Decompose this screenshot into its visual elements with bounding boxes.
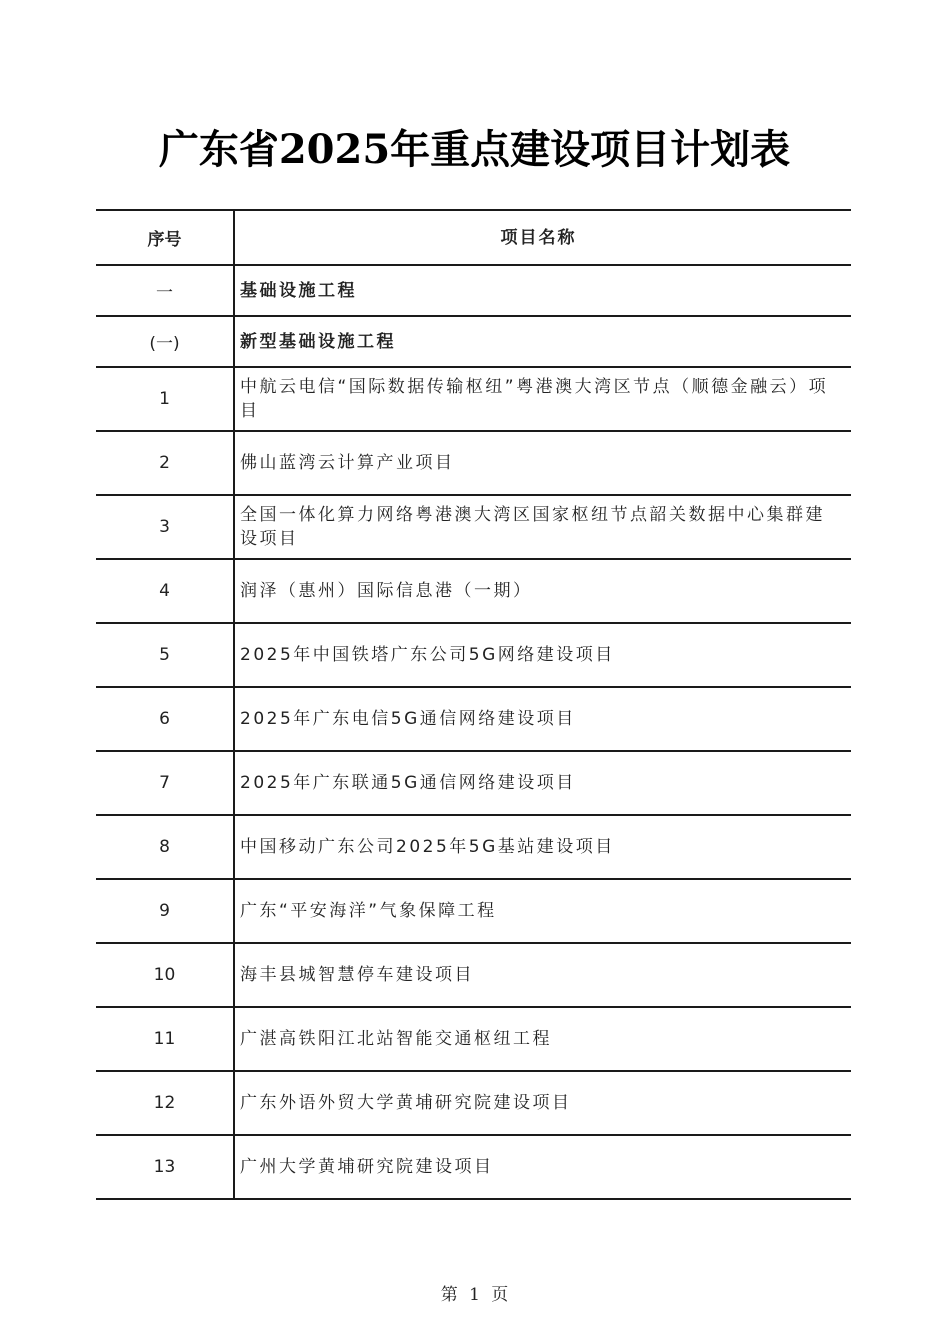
table-row bbox=[96, 1136, 851, 1200]
table-row bbox=[96, 432, 851, 496]
row-name: 广州大学黄埔研究院建设项目 bbox=[240, 1157, 494, 1177]
row-number: 10 bbox=[96, 944, 235, 1006]
row-number: (一) bbox=[96, 317, 235, 366]
row-number: 7 bbox=[96, 752, 235, 814]
row-name: 海丰县城智慧停车建设项目 bbox=[240, 965, 474, 985]
project-table bbox=[96, 209, 851, 1200]
row-name: 中国移动广东公司2025年5G基站建设项目 bbox=[240, 837, 615, 857]
row-number: 一 bbox=[96, 266, 235, 315]
row-name: 中航云电信“国际数据传输枢纽”粤港澳大湾区节点（顺德金融云）项目 bbox=[240, 377, 829, 421]
row-number: 3 bbox=[96, 496, 235, 558]
row-name: 润泽（惠州）国际信息港（一期） bbox=[240, 581, 533, 601]
table-row bbox=[96, 688, 851, 752]
column-header-name: 项目名称 bbox=[500, 227, 577, 248]
row-name: 2025年中国铁塔广东公司5G网络建设项目 bbox=[240, 645, 615, 665]
table-row bbox=[96, 496, 851, 560]
table-row bbox=[96, 880, 851, 944]
row-name: 全国一体化算力网络粤港澳大湾区国家枢纽节点韶关数据中心集群建设项目 bbox=[240, 505, 825, 549]
row-name: 2025年广东电信5G通信网络建设项目 bbox=[240, 709, 576, 729]
column-header-no: 序号 bbox=[96, 211, 235, 264]
row-number: 9 bbox=[96, 880, 235, 942]
row-number: 2 bbox=[96, 432, 235, 494]
row-name: 基础设施工程 bbox=[240, 280, 357, 301]
row-name: 佛山蓝湾云计算产业项目 bbox=[240, 453, 455, 473]
table-row bbox=[96, 752, 851, 816]
table-row bbox=[96, 368, 851, 432]
row-name: 广湛高铁阳江北站智能交通枢纽工程 bbox=[240, 1029, 552, 1049]
row-number: 11 bbox=[96, 1008, 235, 1070]
table-row-section bbox=[96, 266, 851, 317]
table-row bbox=[96, 816, 851, 880]
row-number: 5 bbox=[96, 624, 235, 686]
table-row-subsection bbox=[96, 317, 851, 368]
row-name: 广东“平安海洋”气象保障工程 bbox=[240, 901, 497, 921]
row-number: 12 bbox=[96, 1072, 235, 1134]
row-name: 新型基础设施工程 bbox=[240, 331, 396, 352]
table-row bbox=[96, 1008, 851, 1072]
row-number: 8 bbox=[96, 816, 235, 878]
page-number: 第 1 页 bbox=[440, 1285, 509, 1305]
row-name: 2025年广东联通5G通信网络建设项目 bbox=[240, 773, 576, 793]
row-number: 13 bbox=[96, 1136, 235, 1198]
table-row bbox=[96, 624, 851, 688]
page-title: 广东省2025年重点建设项目计划表 bbox=[158, 126, 791, 173]
table-row bbox=[96, 944, 851, 1008]
table-row bbox=[96, 560, 851, 624]
row-number: 6 bbox=[96, 688, 235, 750]
row-name: 广东外语外贸大学黄埔研究院建设项目 bbox=[240, 1093, 572, 1113]
row-number: 1 bbox=[96, 368, 235, 430]
table-header-row bbox=[96, 209, 851, 266]
row-number: 4 bbox=[96, 560, 235, 622]
table-row bbox=[96, 1072, 851, 1136]
